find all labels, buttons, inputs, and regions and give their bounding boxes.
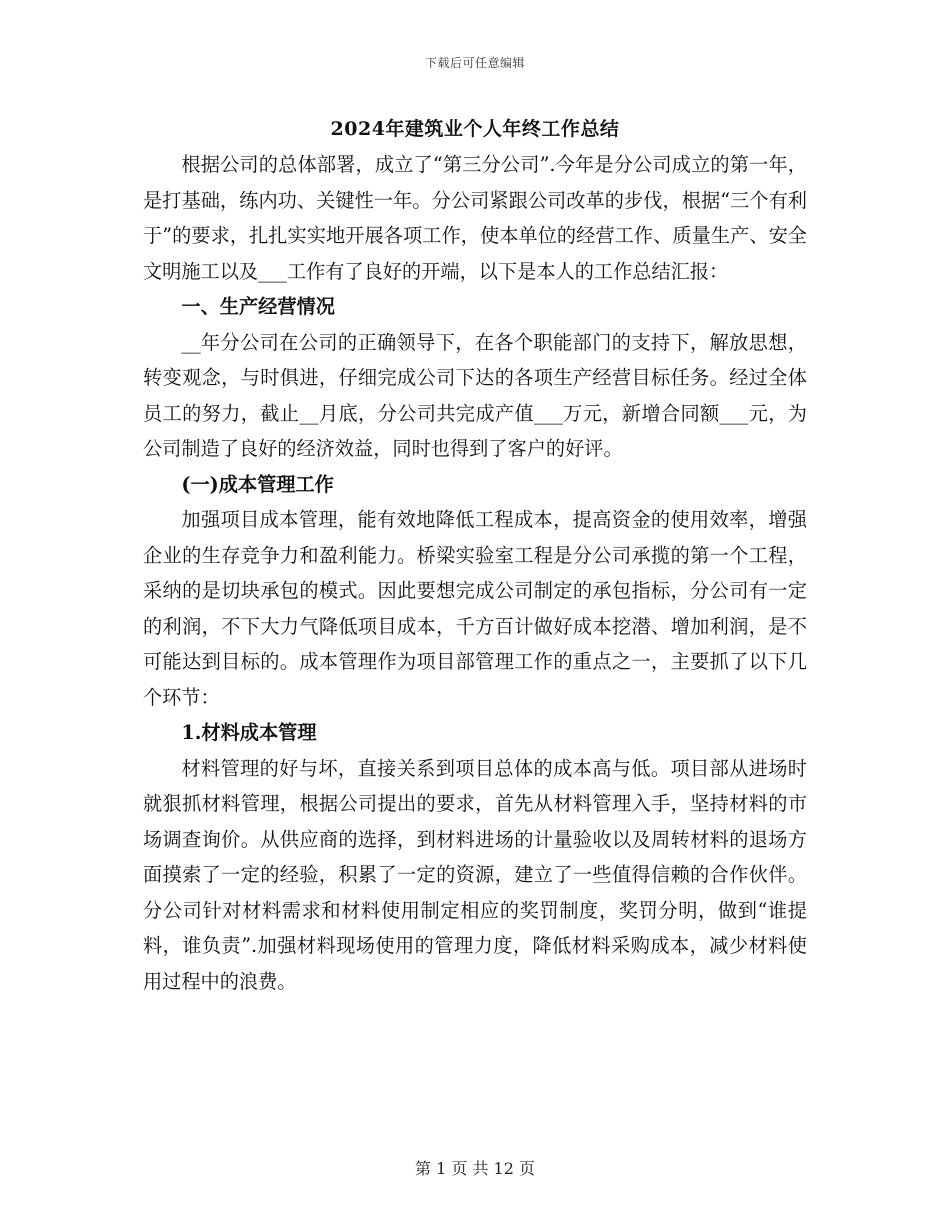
document-title: 2024年建筑业个人年终工作总结: [330, 118, 620, 140]
paragraph-production-operations: __年分公司在公司的正确领导下，在各个职能部门的支持下，解放思想，转变观念，与时俱进，仔细完成公司下达的各项生产经营目标任务。经过全体员工的努力，截止__月底，分公司共完成产值___万元，新增合同额___元，为公司制造了良好的经济效益，同时也得到了客户的好评。: [143, 330, 807, 460]
header-note: 下载后可任意编辑: [424, 56, 525, 70]
page-number: 第 1 页 共 12 页: [415, 1159, 535, 1178]
heading-production-operations: 一、生产经营情况: [181, 295, 335, 318]
heading-material-cost: 1.材料成本管理: [181, 721, 317, 744]
heading-cost-management: (一)成本管理工作: [181, 472, 334, 496]
paragraph-cost-management: 加强项目成本管理，能有效地降低工程成本，提高资金的使用效率，增强企业的生存竞争力和盈利能力。桥梁实验室工程是分公司承揽的第一个工程，采纳的是切块承包的模式。因此要想完成公司制定的承包指标，分公司有一定的利润，不下大力气降低项目成本，千方百计做好成本挖潜、增加利润，是不可能达到目标的。成本管理作为项目部管理工作的重点之一，主要抓了以下几个环节：: [143, 508, 807, 709]
paragraph-material-cost: 材料管理的好与坏，直接关系到项目总体的成本高与低。项目部从进场时就狠抓材料管理，根据公司提出的要求，首先从材料管理入手，坚持材料的市场调查询价。从供应商的选择，到材料进场的计量验收以及周转材料的退场方面摸索了一定的经验，积累了一定的资源，建立了一些值得信赖的合作伙伴。分公司针对材料需求和材料使用制定相应的奖罚制度，奖罚分明，做到“谁提料，谁负责”.加强材料现场使用的管理力度，降低材料采购成本，减少材料使用过程中的浪费。: [143, 756, 807, 993]
paragraph-intro: 根据公司的总体部署，成立了“第三分公司”.今年是分公司成立的第一年，是打基础，练内功、关键性一年。分公司紧跟公司改革的步伐，根据“三个有利于”的要求，扎扎实实地开展各项工作，使本单位的经营工作、质量生产、安全文明施工以及___工作有了良好的开端，以下是本人的工作总结汇报：: [143, 153, 807, 283]
document-body: [143, 147, 807, 999]
